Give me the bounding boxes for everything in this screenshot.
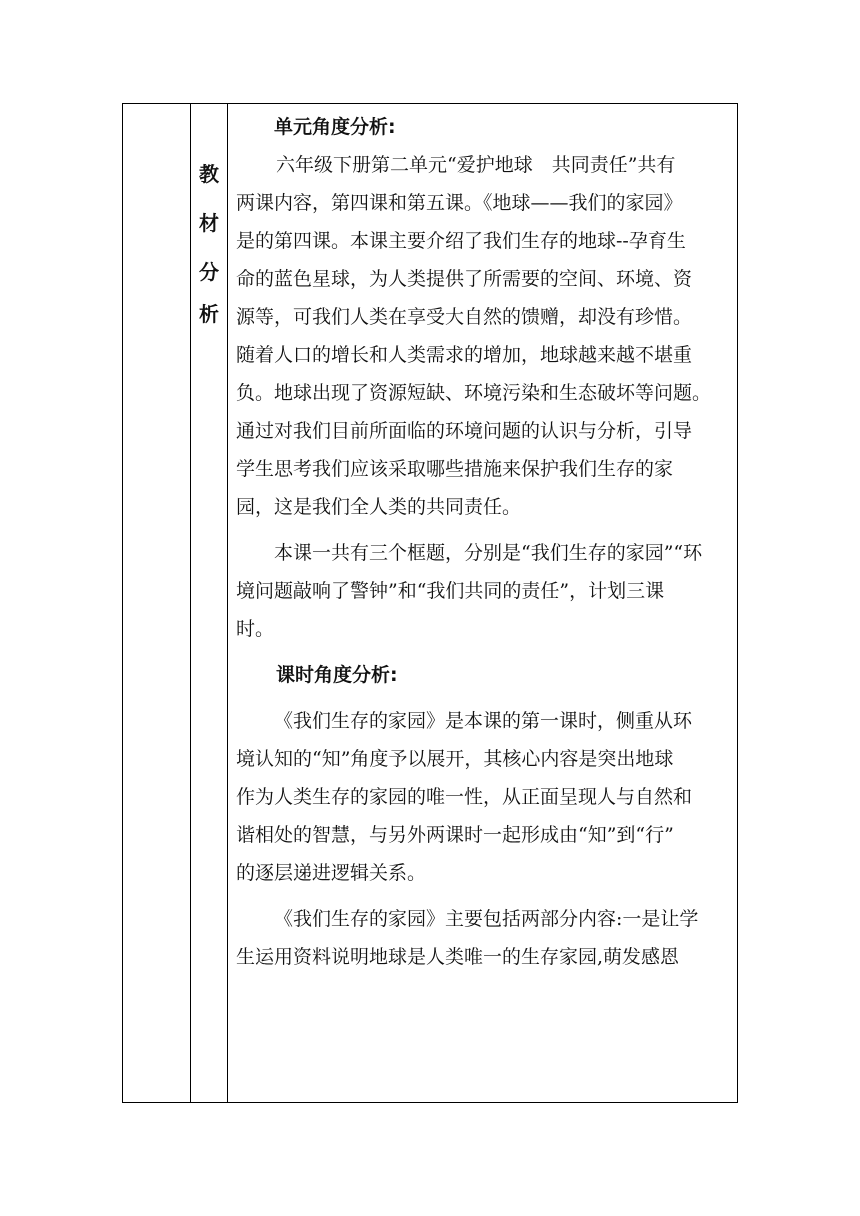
paragraph: [236, 146, 732, 526]
paragraph-line: 是的第四课。本课主要介绍了我们生存的地球--孕育生: [236, 230, 686, 252]
paragraph-line: 通过对我们目前所面临的环境问题的认识与分析，引导: [236, 420, 693, 442]
table-column-divider-1: [190, 103, 191, 1103]
paragraph-line: 谐相处的智慧，与另外两课时一起形成由“知”到“行”: [236, 824, 674, 846]
paragraph-line: 六年级下册第二单元“爱护地球 共同责任”共有: [276, 154, 676, 176]
table-column-divider-2: [227, 103, 228, 1103]
paragraph-line: 境问题敲响了警钟”和“我们共同的责任”，计划三课: [236, 580, 665, 602]
paragraph-line: 《我们生存的家园》是本课的第一课时，侧重从环: [274, 710, 693, 732]
paragraph-line: 本课一共有三个框题，分别是“我们生存的家园”“环: [274, 542, 703, 564]
paragraph-line: 园，这是我们全人类的共同责任。: [236, 496, 522, 518]
paragraph-line: 命的蓝色星球，为人类提供了所需要的空间、环境、资: [236, 268, 693, 290]
paragraph-line: 境认知的“知”角度予以展开，其核心内容是突出地球: [236, 748, 674, 770]
analysis-content: [236, 108, 732, 976]
paragraph-line: 两课内容，第四课和第五课。《地球——我们的家园》: [236, 192, 683, 214]
side-label-char: 析: [199, 302, 219, 326]
table-left-border: [122, 103, 123, 1103]
section-heading: 单元角度分析:: [274, 116, 396, 138]
side-label-char: 分: [199, 260, 219, 284]
paragraph: [236, 900, 732, 976]
paragraph-line: 学生思考我们应该采取哪些措施来保护我们生存的家: [236, 458, 674, 480]
paragraph: [236, 534, 732, 648]
table-right-border: [737, 103, 738, 1103]
paragraph-line: 生运用资料说明地球是人类唯一的生存家园,萌发感恩: [236, 946, 680, 968]
paragraph-line: 时。: [236, 618, 275, 640]
paragraph-line: 源等，可我们人类在享受大自然的馈赠，却没有珍惜。: [236, 306, 693, 328]
paragraph-line: 随着人口的增长和人类需求的增加，地球越来越不堪重: [236, 344, 693, 366]
paragraph-line: 的逐层递进逻辑关系。: [236, 862, 427, 884]
paragraph-line: 作为人类生存的家园的唯一性，从正面呈现人与自然和: [236, 786, 693, 808]
paragraph: [236, 702, 732, 892]
side-label-char: 教: [199, 162, 219, 186]
side-label-char: 材: [199, 211, 219, 235]
paragraph-line: 负。地球出现了资源短缺、环境污染和生态破坏等问题。: [236, 382, 712, 404]
table-bottom-border: [122, 1102, 738, 1103]
section-heading: 课时角度分析:: [276, 664, 398, 686]
paragraph-line: 《我们生存的家园》主要包括两部分内容:一是让学: [274, 908, 699, 930]
table-top-border: [122, 103, 738, 104]
